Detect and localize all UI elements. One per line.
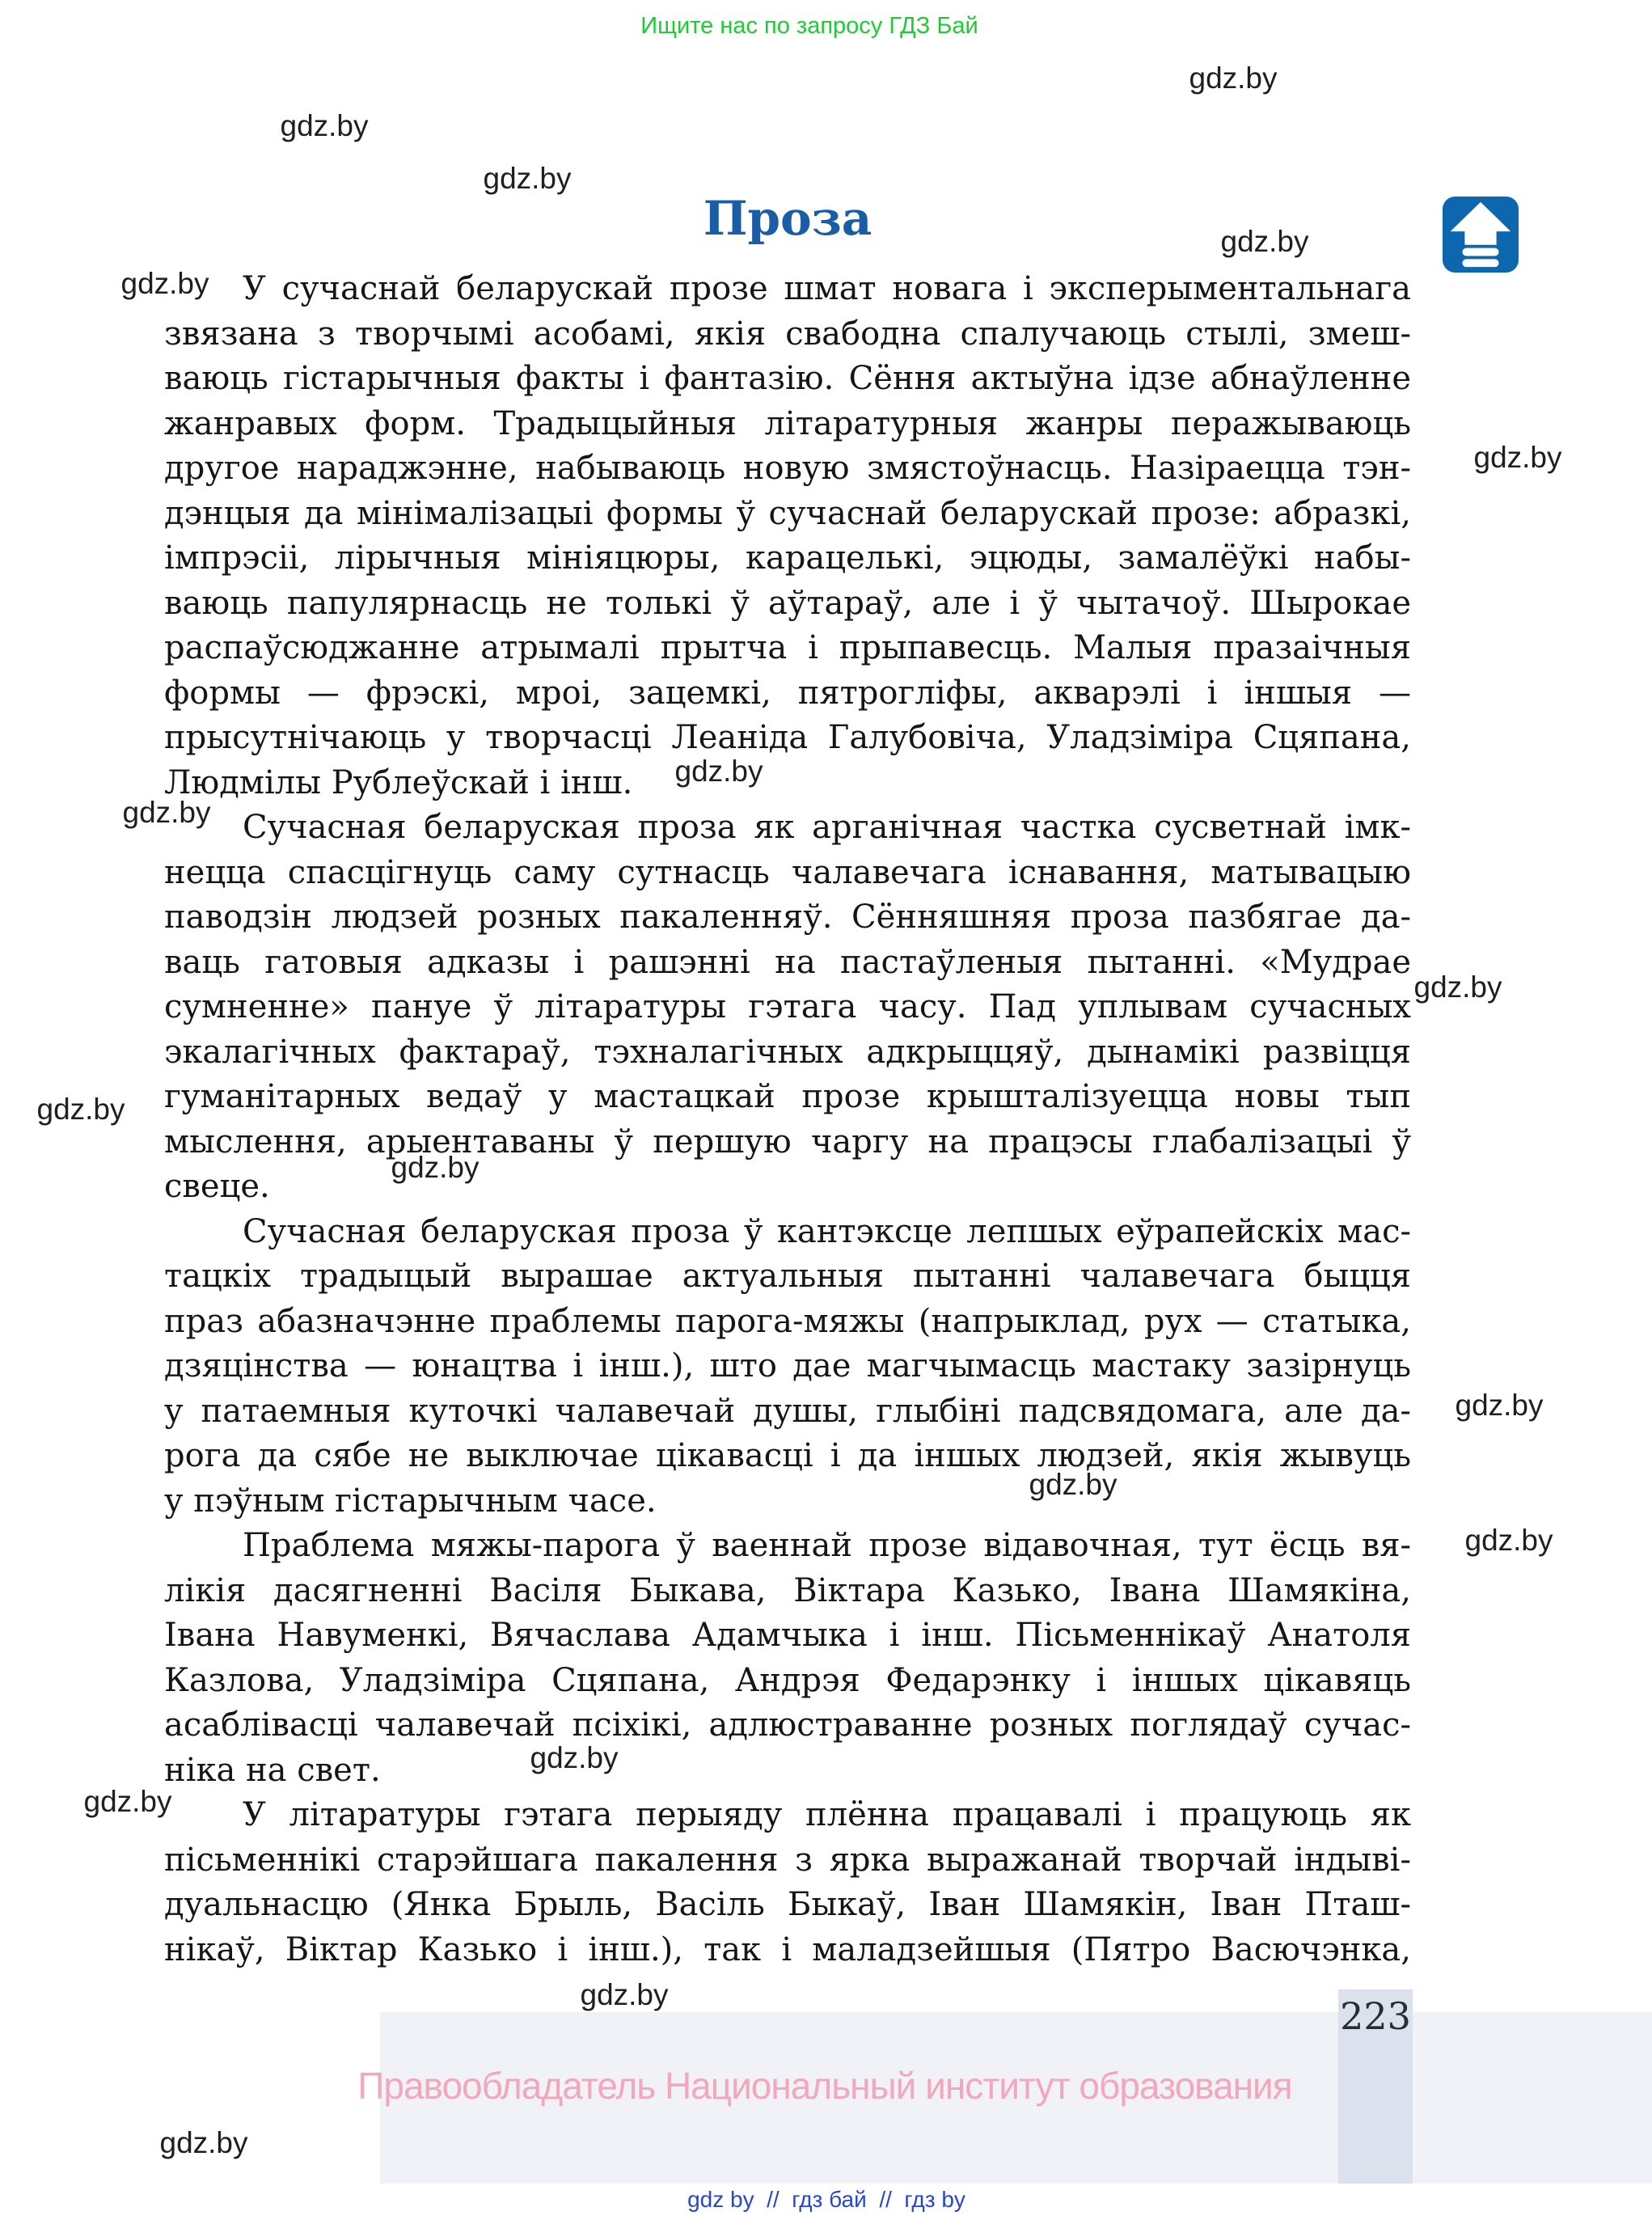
paragraph (164, 1793, 1411, 1972)
watermark-gdz: gdz.by (83, 1785, 172, 1818)
up-arrow-icon-svg (1441, 194, 1520, 275)
text-line: Івана Навуменкі, Вячаслава Адамчыка і інш. Пісьменнікаў Анатоля (164, 1617, 1411, 1654)
text-line: экалагічных фактараў, тэхналагічных адкрыццяў, дынамікі развіцця (164, 1033, 1411, 1071)
text-line: ваюць гістарычныя факты і фантазію. Сёння актыўна ідзе абнаўленне (164, 360, 1411, 397)
watermark-gdz: gdz.by (391, 1151, 480, 1184)
watermark-gdz: gdz.by (1220, 225, 1309, 258)
text-line: жанравых форм. Традыцыйныя літаратурныя жанры перажываюць (164, 404, 1411, 442)
paragraph (164, 267, 1411, 805)
text-line: у патаемныя куточкі чалавечай душы, глыбіні падсвядомага, але да- (164, 1392, 1411, 1430)
text-line: рога да сябе не выключае цікавасці і да іншых людзей, якія жывуць (164, 1437, 1411, 1474)
up-arrow-icon[interactable] (1441, 194, 1520, 275)
text-line: тацкіх традыцый вырашае актуальныя пытанні чалавечага быцця (164, 1258, 1411, 1295)
text-line: асаблівасці чалавечай псіхікі, адлюстраванне розных поглядаў сучас- (164, 1706, 1411, 1744)
watermark-gdz: gdz.by (280, 109, 369, 142)
text-line: паводзін людзей розных пакаленняў. Сённяшняя проза пазбягае да- (164, 898, 1411, 936)
text-line: нецца спасцігнуць саму сутнасць чалавечага існавання, матывацыю (164, 853, 1411, 891)
text-line: Сучасная беларуская проза ў кантэксце лепшых еўрапейскіх мас- (243, 1212, 1411, 1250)
text-line: мыслення, арыентаваны ў першую чаргу на працэсы глабалізацыі ў (164, 1123, 1411, 1161)
text-line: імпрэсіі, лірычныя мініяцюры, карацелькі, эцюды, замалёўкі набы- (164, 539, 1411, 577)
watermark-gdz: gdz.by (1464, 1524, 1553, 1557)
watermark-gdz: gdz.by (120, 267, 209, 300)
text-line: лікія дасягненні Васіля Быкава, Віктара Казько, Івана Шамякіна, (164, 1571, 1411, 1609)
promo-banner-text: Ищите нас по запросу ГДЗ Бай (640, 13, 978, 39)
watermark-gdz: gdz.by (159, 2126, 248, 2159)
text-line: дзяцінства — юнацтва і інш.), што дае магчымасць мастаку зазірнуць (164, 1347, 1411, 1385)
text-line: праз абазначэнне праблемы парога-мяжы (напрыклад, рух — статыка, (164, 1302, 1411, 1340)
footer-links[interactable]: gdz by // гдз бай // гдз by (687, 2187, 965, 2212)
text-line: прысутнічаюць у творчасці Леаніда Галубовіча, Уладзіміра Сцяпана, (164, 719, 1411, 756)
watermark-gdz: gdz.by (483, 162, 572, 195)
watermark-gdz: gdz.by (1029, 1468, 1118, 1501)
watermark-gdz: gdz.by (530, 1741, 619, 1774)
watermark-gdz: gdz.by (1473, 441, 1562, 474)
watermark-gdz: gdz.by (674, 755, 763, 788)
paragraph (164, 1524, 1411, 1793)
text-line: дэнцыя да мінімалізацыі формы ў сучаснай беларускай прозе: абразкі, (164, 494, 1411, 532)
watermark-gdz: gdz.by (1189, 61, 1278, 95)
text-line: свеце. (164, 1168, 270, 1205)
page-number: 223 (1340, 1994, 1411, 2038)
watermark-gdz: gdz.by (1413, 970, 1502, 1004)
text-line: ваюць папулярнасць не толькі ў аўтараў, але і ў чытачоў. Шырокае (164, 584, 1411, 622)
text-line: звязана з творчымі асобамі, якія свабодна спалучаюць стылі, змеш- (164, 315, 1411, 353)
text-line: У сучаснай беларускай прозе шмат новага і эксперыментальнага (243, 270, 1411, 307)
watermark-gdz: gdz.by (1455, 1389, 1544, 1422)
text-line: Людмілы Рублеўскай і інш. (164, 763, 633, 801)
text-line: ніка на свет. (164, 1751, 381, 1789)
paragraph (164, 1210, 1411, 1524)
text-line: распаўсюджанне атрымалі прытча і прыпавесць. Малыя празаічныя (164, 629, 1411, 666)
text-line: Сучасная беларуская проза як арганічная частка сусветнай імк- (243, 809, 1411, 846)
text-line: гуманітарных ведаў у мастацкай прозе крышталізуецца новы тып (164, 1078, 1411, 1115)
text-line: ваць гатовыя адказы і рашэнні на пастаўленыя пытанні. «Мудрае (164, 943, 1411, 981)
body-text (164, 267, 1411, 1972)
text-line: У літаратуры гэтага перыяду плённа працавалі і працуюць як (243, 1796, 1411, 1833)
watermark-gdz: gdz.by (580, 1978, 669, 2011)
text-line: сумненне» пануе ў літаратуры гэтага часу. Пад уплывам сучасных (164, 988, 1411, 1025)
text-line: у пэўным гістарычным часе. (164, 1482, 657, 1520)
watermark-gdz: gdz.by (36, 1093, 125, 1126)
text-line: другое нараджэнне, набываюць новую змястоўнасць. Назіраецца тэн- (164, 450, 1411, 487)
paragraph (164, 805, 1411, 1210)
text-line: дуальнасцю (Янка Брыль, Васіль Быкаў, Іван Шамякін, Іван Пташ- (164, 1886, 1411, 1923)
watermark-gdz: gdz.by (122, 796, 211, 829)
text-line: Праблема мяжы-парога ў ваеннай прозе відавочная, тут ёсць вя- (243, 1527, 1411, 1564)
text-line: нікаў, Віктар Казько і інш.), так і маладзейшыя (Пятро Васючэнка, (164, 1930, 1411, 1968)
text-line: пісьменнікі старэйшага пакалення з ярка выражанай творчай індыві- (164, 1841, 1411, 1879)
page-title: Проза (703, 191, 872, 246)
text-line: формы — фрэскі, мроі, зацемкі, пятрогліфы, акварэлі і іншыя — (164, 674, 1411, 712)
copyright-text: Правообладатель Национальный институт образования (357, 2065, 1292, 2107)
text-line: Казлова, Уладзіміра Сцяпана, Андрэя Федарэнку і іншых цікавяць (164, 1661, 1411, 1699)
